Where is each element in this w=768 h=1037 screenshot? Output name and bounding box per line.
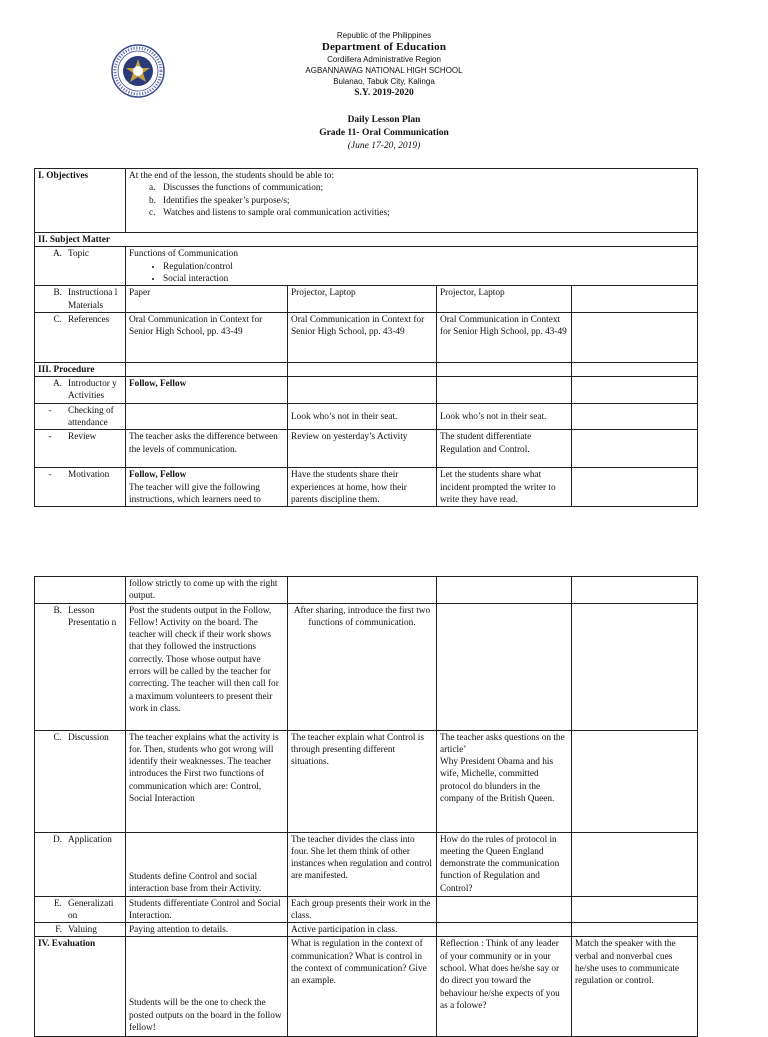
references-label-cell: C. References xyxy=(35,312,126,362)
materials-day1: Paper xyxy=(126,286,288,313)
references-day1: Oral Communication in Context for Senior High School, pp. 43-49 xyxy=(126,312,288,362)
table-row xyxy=(35,603,698,730)
checking-label-cell: - Checking of attendance xyxy=(35,403,126,430)
table-row xyxy=(35,832,698,896)
empty-cell xyxy=(572,468,698,507)
list-item: • Regulation/control xyxy=(163,261,694,273)
empty-cell xyxy=(572,377,698,404)
lesson-day1: Post the students output in the Follow, Fellow! Activity on the board. The teacher will check if their work shows that they followed the instructions correctly. Those whose output have errors will be called by the teacher for correcting. The teacher will then call for a maximum volunteers to present their work in class. xyxy=(126,603,288,730)
discussion-question: Why President Obama and his wife, Michelle, committed protocol do blunders in the company of the British Queen. xyxy=(440,757,555,805)
lesson-day2: After sharing, introduce the first two functions of communication. xyxy=(288,603,437,730)
list-item: • Social interaction xyxy=(163,273,694,285)
empty-cell xyxy=(437,896,572,923)
discussion-day2: The teacher explain what Control is through presenting different situations. xyxy=(288,730,437,832)
empty-cell xyxy=(35,577,126,604)
application-day3: How do the rules of protocol in meeting the Queen England demonstrate the communication function of Regulation and Control? xyxy=(437,832,572,896)
list-item: b. Identifies the speaker’s purpose/s; xyxy=(149,195,290,206)
empty-cell xyxy=(572,730,698,832)
objectives-cell xyxy=(126,169,698,233)
valuing-day1: Paying attention to details. xyxy=(126,923,288,937)
empty-cell xyxy=(126,403,288,430)
subject-title: Grade 11- Oral Communication xyxy=(319,128,449,138)
table-row xyxy=(35,377,698,404)
review-day1: The teacher asks the difference between the levels of communication. xyxy=(126,430,288,468)
motivation-activity-title: Follow, Fellow xyxy=(129,470,187,481)
motivation-day3: Let the students share what incident prompted the writer to write they have read. xyxy=(437,468,572,507)
objectives-intro: At the end of the lesson, the students should be able to: xyxy=(129,171,335,181)
topic-label-cell: A. Topic xyxy=(35,247,126,286)
lesson-plan-table-page1 xyxy=(34,168,698,507)
table-row xyxy=(35,362,698,376)
table-row xyxy=(35,468,698,507)
discussion-day1: The teacher explains what the activity is for. Then, students who got wrong will identify their weaknesses. The teacher introduces the First two functions of communication which are: Control, Social Interaction xyxy=(126,730,288,832)
empty-cell xyxy=(288,362,437,376)
table-row xyxy=(35,896,698,923)
empty-cell xyxy=(572,577,698,604)
application-day1: Students define Control and social interaction base from their Activity. xyxy=(126,832,288,896)
table-row xyxy=(35,286,698,313)
application-day2: The teacher divides the class into four. She let them think of other instances when regulation and control are manifested. xyxy=(288,832,437,896)
materials-label-cell: B. Instructiona l Materials xyxy=(35,286,126,313)
lesson-label-cell: B. Lesson Presentatio n xyxy=(35,603,126,730)
objectives-label: I. Objectives xyxy=(35,169,126,233)
topic-title: Functions of Communication xyxy=(129,249,238,260)
valuing-day2: Active participation in class. xyxy=(288,923,437,937)
checking-day2: Look who’s not in their seat. xyxy=(288,403,437,430)
school-year: S.Y. 2019-2020 xyxy=(354,88,414,98)
procedure-label: III. Procedure xyxy=(35,362,126,376)
references-day4 xyxy=(572,312,698,362)
empty-cell xyxy=(572,832,698,896)
objectives-list xyxy=(129,182,694,219)
empty-cell xyxy=(572,430,698,468)
table-row xyxy=(35,577,698,604)
materials-day2: Projector, Laptop xyxy=(288,286,437,313)
evaluation-label: IV. Evaluation xyxy=(35,937,126,1037)
materials-day3: Projector, Laptop xyxy=(437,286,572,313)
empty-cell xyxy=(437,603,572,730)
materials-day4 xyxy=(572,286,698,313)
empty-cell xyxy=(437,377,572,404)
generalization-day2: Each group presents their work in the class. xyxy=(288,896,437,923)
table-row xyxy=(35,247,698,286)
empty-cell xyxy=(437,362,572,376)
table-row xyxy=(35,430,698,468)
evaluation-day2: What is regulation in the context of communication? What is control in the context of communication? Give an example. xyxy=(288,937,437,1037)
list-item: c. Watches and listens to sample oral communication activities; xyxy=(149,207,390,218)
empty-cell xyxy=(126,362,288,376)
generalization-label-cell: E. Generalizati on xyxy=(35,896,126,923)
intro-activities-label-cell: A. Introductor y Activities xyxy=(35,377,126,404)
empty-cell xyxy=(288,377,437,404)
motivation-day1 xyxy=(126,468,288,507)
continued-text: follow strictly to come up with the right output. xyxy=(126,577,288,604)
empty-cell xyxy=(572,403,698,430)
topic-bullets xyxy=(129,261,694,286)
discussion-label-cell: C. Discussion xyxy=(35,730,126,832)
school-address: Bulanao, Tabuk City, Kalinga xyxy=(333,77,435,86)
generalization-day1: Students differentiate Control and Social Interaction. xyxy=(126,896,288,923)
lesson-plan-table-page2 xyxy=(34,576,698,1037)
empty-cell xyxy=(572,896,698,923)
intro-activities-day1: Follow, Fellow xyxy=(126,377,288,404)
checking-day3: Look who’s not in their seat. xyxy=(437,403,572,430)
empty-cell xyxy=(437,577,572,604)
department-line: Department of Education xyxy=(321,41,447,53)
table-row xyxy=(35,937,698,1037)
school-name: AGBANNAWAG NATIONAL HIGH SCHOOL xyxy=(305,66,463,75)
table-row xyxy=(35,923,698,937)
empty-cell xyxy=(572,923,698,937)
empty-cell xyxy=(437,923,572,937)
motivation-day1-text: The teacher will give the following instructions, which learners need to xyxy=(129,482,261,505)
discussion-question-intro: The teacher asks questions on the article’ xyxy=(440,732,565,755)
table-row xyxy=(35,403,698,430)
list-item: a. Discusses the functions of communication; xyxy=(149,183,324,194)
motivation-day2: Have the students share their experiences at home, how their parents discipline them. xyxy=(288,468,437,507)
empty-cell xyxy=(572,362,698,376)
empty-cell xyxy=(288,577,437,604)
table-row xyxy=(35,730,698,832)
discussion-day3 xyxy=(437,730,572,832)
motivation-label-cell: - Motivation xyxy=(35,468,126,507)
evaluation-day3: Reflection : Think of any leader of your community or in your school. What does he/she say or do direct you toward the behaviour he/she expects of you as a folowe? xyxy=(437,937,572,1037)
review-label-cell: - Review xyxy=(35,430,126,468)
references-day3: Oral Communication in Context for Senior High School, pp. 43-49 xyxy=(437,312,572,362)
valuing-label-cell: F. Valuing xyxy=(35,923,126,937)
topic-cell xyxy=(126,247,698,286)
evaluation-day4: Match the speaker with the verbal and nonverbal cues he/she uses to communicate regulation or control. xyxy=(572,937,698,1037)
table-row xyxy=(35,233,698,247)
deped-seal-icon xyxy=(111,44,165,98)
table-row xyxy=(35,312,698,362)
doc-title: Daily Lesson Plan xyxy=(347,115,421,125)
table-row xyxy=(35,169,698,233)
application-label-cell: D. Application xyxy=(35,832,126,896)
subject-matter-label: II. Subject Matter xyxy=(35,233,698,247)
republic-line: Republic of the Philippines xyxy=(336,31,432,40)
lesson-dates: (June 17-20, 2019) xyxy=(347,141,421,151)
review-day3: The student differentiate Regulation and Control. xyxy=(437,430,572,468)
evaluation-day1: Students will be the one to check the posted outputs on the board in the follow fellow! xyxy=(126,937,288,1037)
empty-cell xyxy=(572,603,698,730)
review-day2: Review on yesterday’s Activity xyxy=(288,430,437,468)
region-line: Cordillera Administrative Region xyxy=(327,55,441,64)
references-day2: Oral Communication in Context for Senior High School, pp. 43-49 xyxy=(288,312,437,362)
